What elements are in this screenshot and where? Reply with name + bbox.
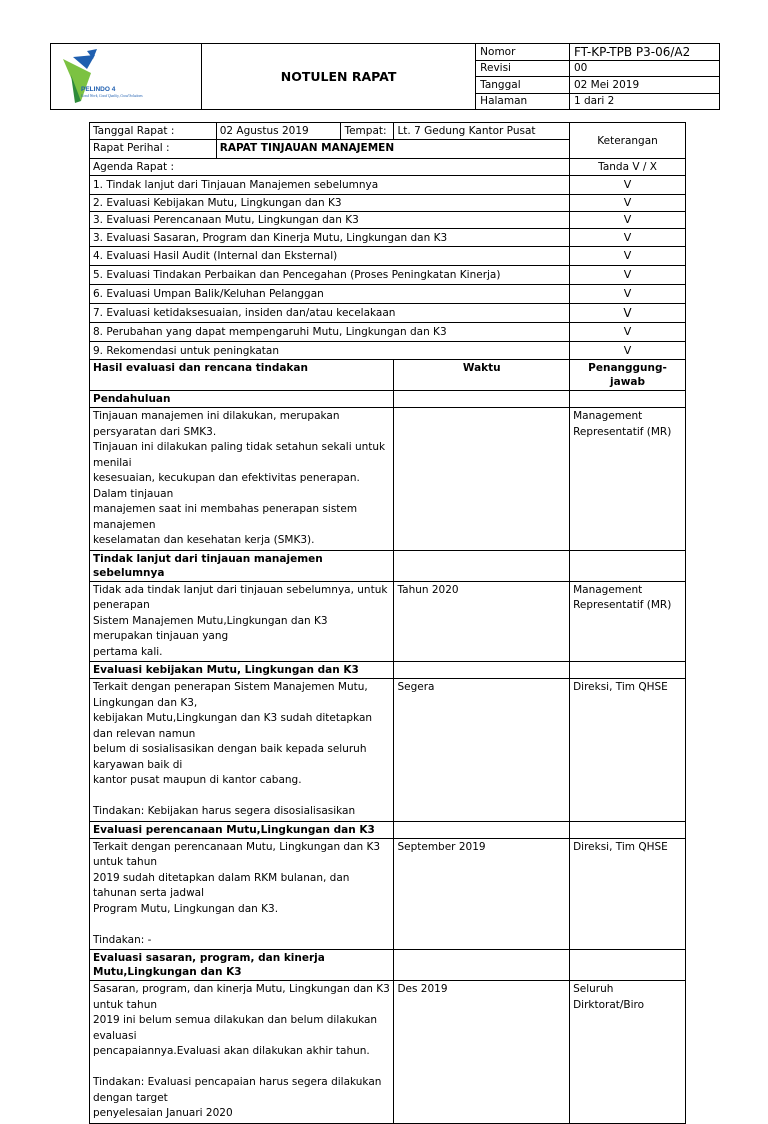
section-heading: Pendahuluan bbox=[90, 391, 394, 408]
section-pj: Direksi, Tim QHSE bbox=[570, 838, 686, 950]
agenda-item-mark: V bbox=[570, 323, 686, 342]
document-header bbox=[50, 43, 720, 110]
logo-brand-text: PELINDO 4 bbox=[81, 85, 116, 93]
section-body-row bbox=[90, 581, 686, 662]
section-waktu: September 2019 bbox=[394, 838, 570, 950]
hasil-header: Hasil evaluasi dan rencana tindakan bbox=[90, 360, 394, 391]
section-body-row bbox=[90, 408, 686, 551]
agenda-item-text: 7. Evaluasi ketidaksesuaian, insiden dan/atau kecelakaan bbox=[90, 304, 570, 323]
agenda-item bbox=[90, 342, 686, 360]
agenda-item bbox=[90, 176, 686, 195]
tempat-value: Lt. 7 Gedung Kantor Pusat bbox=[394, 123, 570, 140]
section-body: Terkait dengan perencanaan Mutu, Lingkungan dan K3 untuk tahun 2019 sudah ditetapkan dalam RKM bulanan, dan tahunan serta jadwal Program Mutu, Lingkungan dan K3. Tindakan: - bbox=[90, 838, 394, 950]
section-heading: Evaluasi sasaran, program, dan kinerja Mutu,Lingkungan dan K3 bbox=[90, 950, 394, 981]
agenda-item bbox=[90, 266, 686, 285]
tempat-label: Tempat: bbox=[341, 123, 394, 140]
section-heading: Evaluasi perencanaan Mutu,Lingkungan dan K3 bbox=[90, 821, 394, 838]
section-pj: Seluruh Dirktorat/Biro bbox=[570, 981, 686, 1124]
meta-value-halaman: 1 dari 2 bbox=[569, 93, 719, 110]
section-heading-row bbox=[90, 391, 686, 408]
agenda-header-row bbox=[90, 159, 686, 176]
section-heading-row bbox=[90, 662, 686, 679]
waktu-header: Waktu bbox=[394, 360, 570, 391]
section-waktu: Des 2019 bbox=[394, 981, 570, 1124]
section-body: Tidak ada tindak lanjut dari tinjauan sebelumnya, untuk penerapan Sistem Manajemen Mutu,Lingkungan dan K3 merupakan tinjauan yang pertama kali. bbox=[90, 581, 394, 662]
agenda-item-mark: V bbox=[570, 212, 686, 229]
agenda-item-text: 3. Evaluasi Sasaran, Program dan Kinerja Mutu, Lingkungan dan K3 bbox=[90, 229, 570, 247]
agenda-item bbox=[90, 285, 686, 304]
agenda-item-mark: V bbox=[570, 247, 686, 266]
agenda-item bbox=[90, 304, 686, 323]
agenda-item bbox=[90, 195, 686, 212]
results-header-row bbox=[90, 360, 686, 391]
agenda-item-text: 3. Evaluasi Perencanaan Mutu, Lingkungan dan K3 bbox=[90, 212, 570, 229]
keterangan-header: Keterangan bbox=[570, 123, 686, 159]
pelindo-logo bbox=[51, 45, 201, 109]
agenda-item bbox=[90, 323, 686, 342]
section-heading: Tindak lanjut dari tinjauan manajemen sebelumnya bbox=[90, 550, 394, 581]
section-body-row bbox=[90, 838, 686, 950]
section-heading-row bbox=[90, 550, 686, 581]
agenda-item-text: 1. Tindak lanjut dari Tinjauan Manajemen sebelumnya bbox=[90, 176, 570, 195]
tanda-label: Tanda V / X bbox=[570, 159, 686, 176]
agenda-item bbox=[90, 247, 686, 266]
meta-label-revisi: Revisi bbox=[476, 60, 570, 77]
agenda-item-mark: V bbox=[570, 342, 686, 360]
agenda-item-text: 6. Evaluasi Umpan Balik/Keluhan Pelanggan bbox=[90, 285, 570, 304]
agenda-item bbox=[90, 229, 686, 247]
section-pj: Management Representatif (MR) bbox=[570, 581, 686, 662]
meta-value-nomor: FT-KP-TPB P3-06/A2 bbox=[569, 44, 719, 61]
section-heading: Evaluasi kebijakan Mutu, Lingkungan dan K3 bbox=[90, 662, 394, 679]
info-row-date bbox=[90, 123, 686, 140]
section-body-row bbox=[90, 679, 686, 822]
logo-tagline: Good Work, Good Quality, Good Solutions bbox=[81, 93, 143, 98]
section-body: Tinjauan manajemen ini dilakukan, merupakan persyaratan dari SMK3. Tinjauan ini dilakukan paling tidak setahun sekali untuk menilai kesesuaian, kecukupan dan efektivitas penerapan. Dalam tinjauan manajemen saat ini membahas penerapan sistem manajemen keselamatan dan kesehatan kerja (SMK3). bbox=[90, 408, 394, 551]
meta-label-halaman: Halaman bbox=[476, 93, 570, 110]
pj-header: Penanggung-jawab bbox=[570, 360, 686, 391]
agenda-item-text: 5. Evaluasi Tindakan Perbaikan dan Pencegahan (Proses Peningkatan Kinerja) bbox=[90, 266, 570, 285]
section-waktu bbox=[394, 408, 570, 551]
meta-value-revisi: 00 bbox=[569, 60, 719, 77]
agenda-item-mark: V bbox=[570, 304, 686, 323]
section-waktu: Tahun 2020 bbox=[394, 581, 570, 662]
section-body: Sasaran, program, dan kinerja Mutu, Lingkungan dan K3 untuk tahun 2019 ini belum semua dilakukan dan belum dilakukan evaluasi pencapaiannya.Evaluasi akan dilakukan akhir tahun. Tindakan: Evaluasi pencapaian harus segera dilakukan dengan target penyelesaian Januari 2020 bbox=[90, 981, 394, 1124]
agenda-label: Agenda Rapat : bbox=[90, 159, 570, 176]
agenda-item-text: 4. Evaluasi Hasil Audit (Internal dan Eksternal) bbox=[90, 247, 570, 266]
section-heading-row bbox=[90, 950, 686, 981]
logo-cell bbox=[51, 44, 202, 110]
meta-label-nomor: Nomor bbox=[476, 44, 570, 61]
agenda-item-text: 2. Evaluasi Kebijakan Mutu, Lingkungan dan K3 bbox=[90, 195, 570, 212]
section-body: Terkait dengan penerapan Sistem Manajemen Mutu, Lingkungan dan K3, kebijakan Mutu,Lingkungan dan K3 sudah ditetapkan dan relevan namun belum di sosialisasikan dengan baik kepada seluruh karyawan baik di kantor pusat maupun di kantor cabang. Tindakan: Kebijakan harus segera disosialisasikan bbox=[90, 679, 394, 822]
agenda-item-mark: V bbox=[570, 176, 686, 195]
section-pj: Direksi, Tim QHSE bbox=[570, 679, 686, 822]
meta-value-tanggal: 02 Mei 2019 bbox=[569, 77, 719, 94]
tanggal-rapat-value: 02 Agustus 2019 bbox=[216, 123, 341, 140]
document-title: NOTULEN RAPAT bbox=[202, 44, 476, 110]
agenda-item-text: 8. Perubahan yang dapat mempengaruhi Mutu, Lingkungan dan K3 bbox=[90, 323, 570, 342]
agenda-item-mark: V bbox=[570, 266, 686, 285]
meta-label-tanggal: Tanggal bbox=[476, 77, 570, 94]
agenda-item-mark: V bbox=[570, 229, 686, 247]
minutes-table bbox=[89, 122, 686, 1124]
section-body-row bbox=[90, 981, 686, 1124]
section-pj: Management Representatif (MR) bbox=[570, 408, 686, 551]
tanggal-rapat-label: Tanggal Rapat : bbox=[90, 123, 217, 140]
agenda-item-mark: V bbox=[570, 195, 686, 212]
section-heading-row bbox=[90, 821, 686, 838]
rapat-perihal-label: Rapat Perihal : bbox=[90, 140, 217, 159]
section-waktu: Segera bbox=[394, 679, 570, 822]
rapat-perihal-value: RAPAT TINJAUAN MANAJEMEN bbox=[216, 140, 569, 159]
agenda-item-text: 9. Rekomendasi untuk peningkatan bbox=[90, 342, 570, 360]
agenda-item-mark: V bbox=[570, 285, 686, 304]
agenda-item bbox=[90, 212, 686, 229]
